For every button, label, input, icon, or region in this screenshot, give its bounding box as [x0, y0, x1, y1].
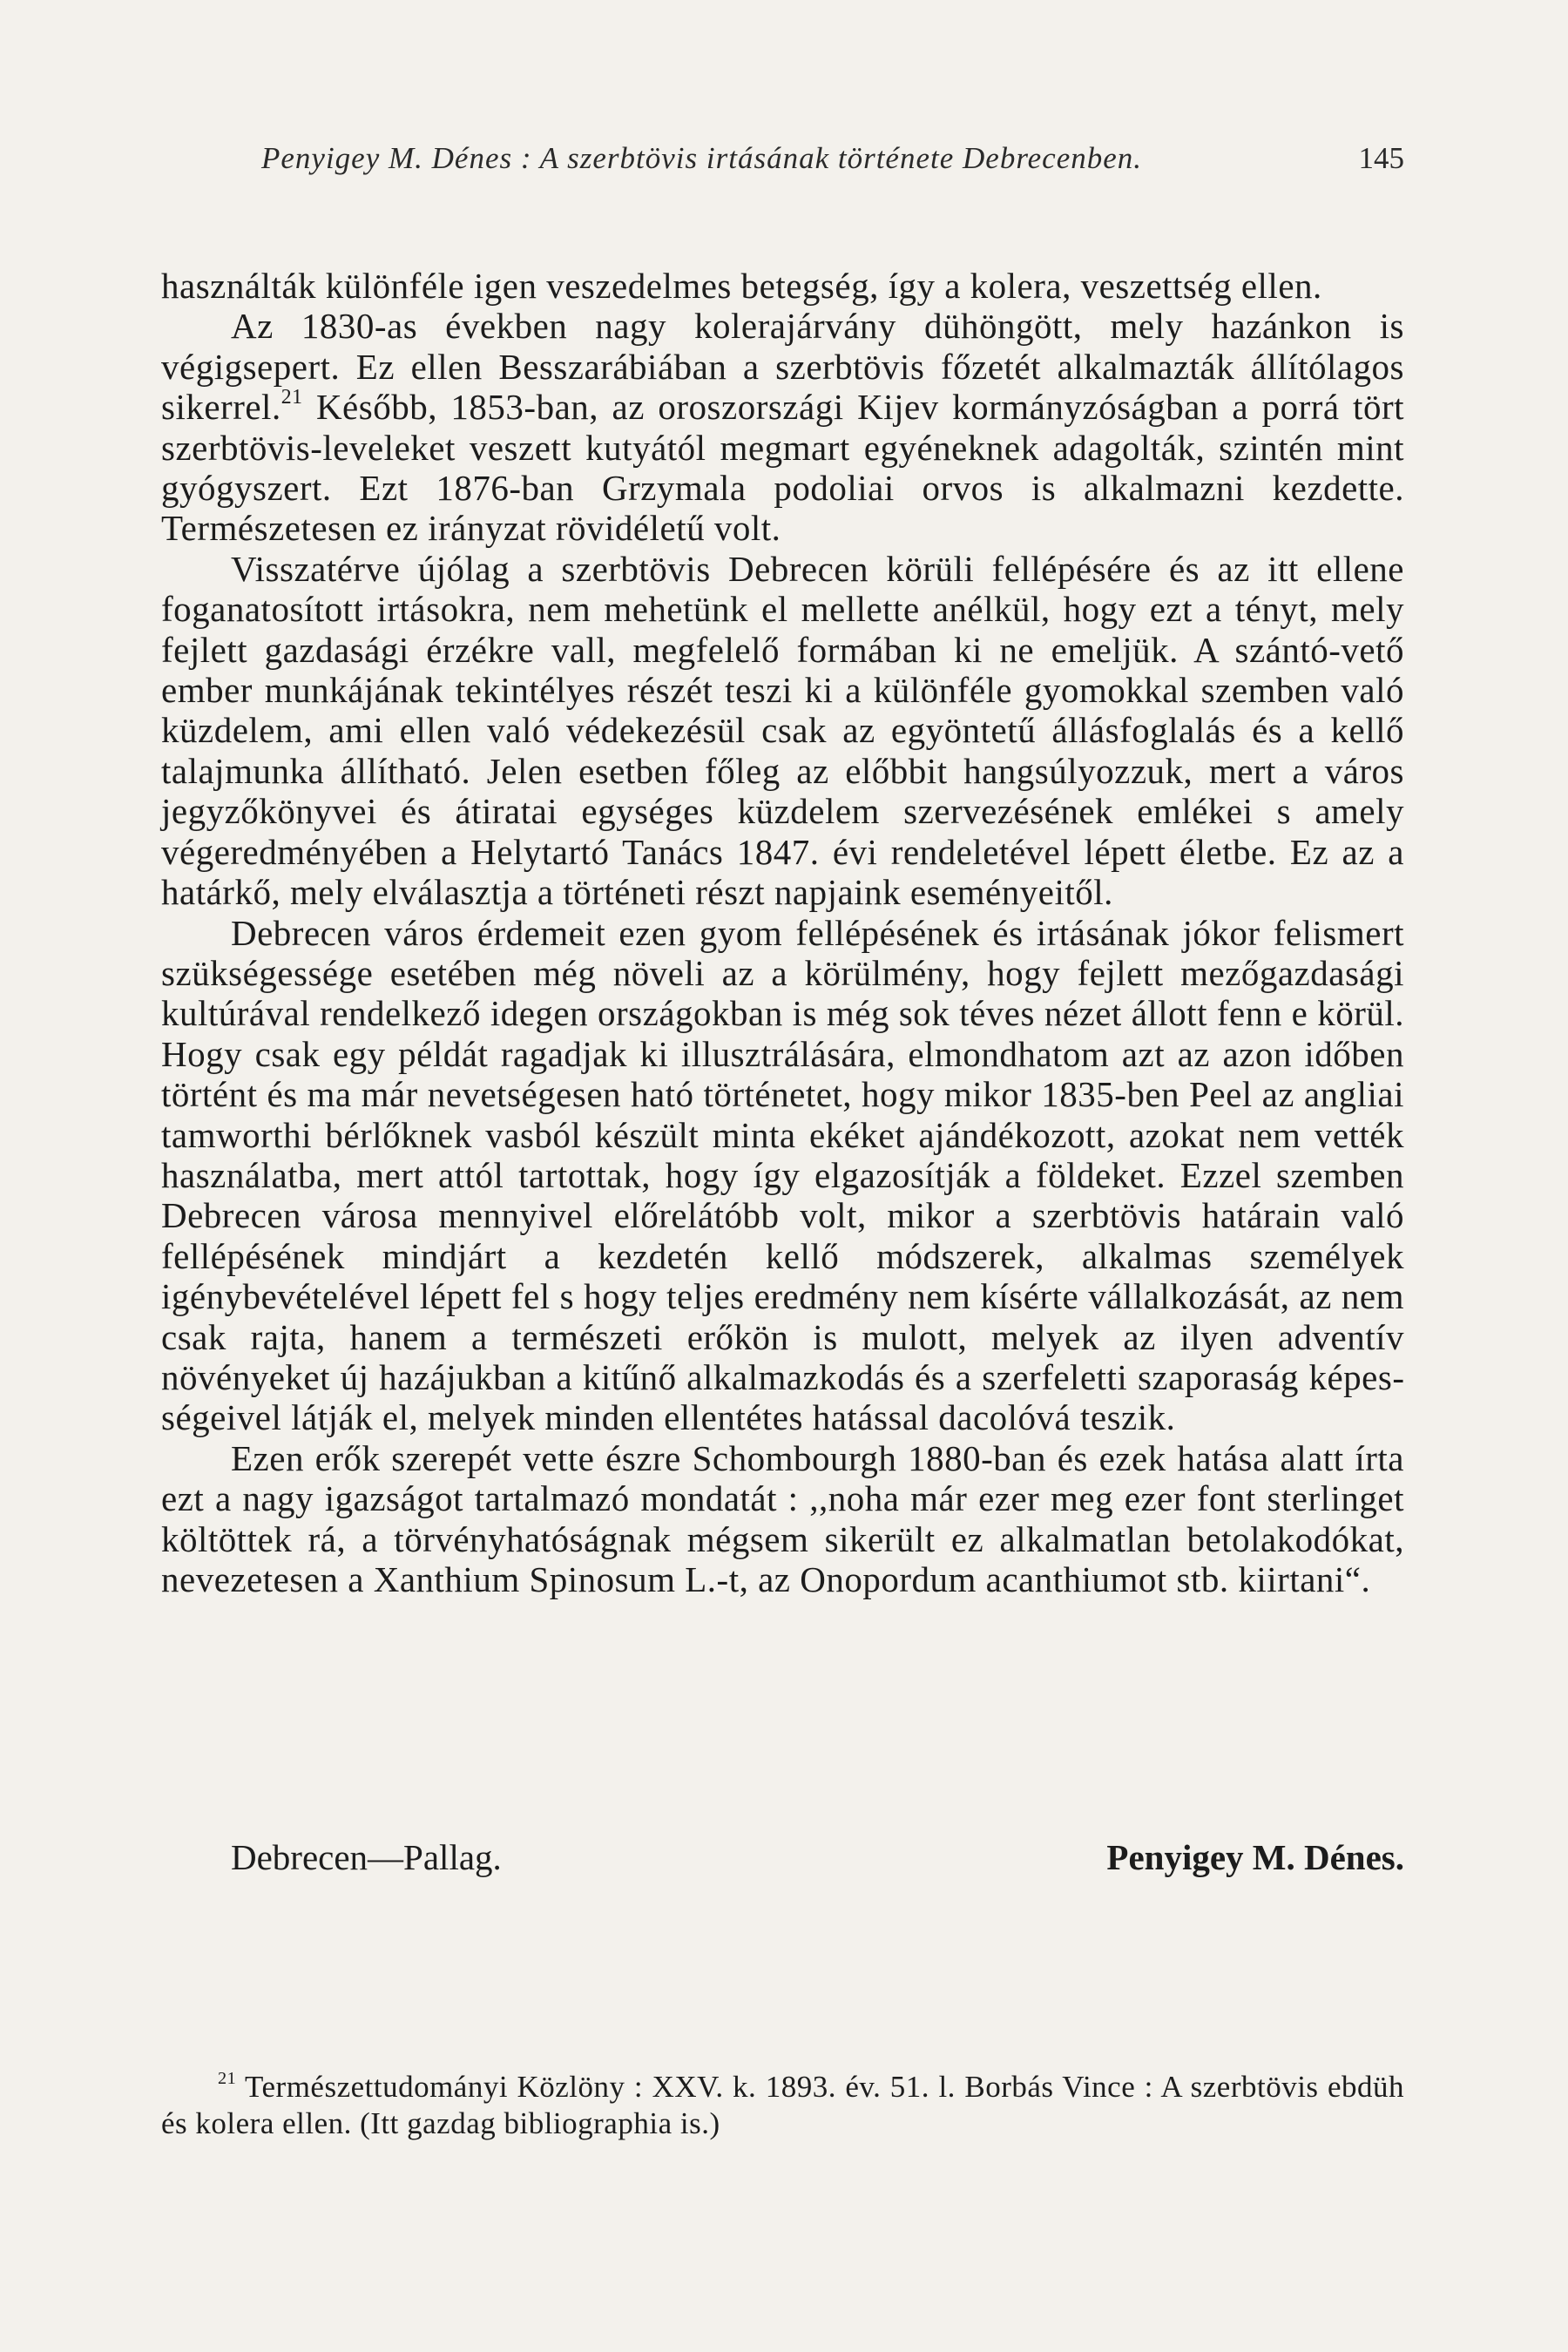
- paragraph-3-text: Visszatérve újólag a szerbtövis Debrecen körüli fellépésére és az itt ellene foganatosított irtásokra, nem mehetünk el mellette anélkül, hogy ezt a tényt, mely fejlett gazdasági érzékre vall, megfelelő formában ki ne emeljük. A szántó-vető ember munkájának tekintélyes részét teszi ki a különféle gyomokkal szemben való küzdelem, ami ellen való védekezésül csak az egyöntetű állásfoglalás és a kellő talajmunka állítható. Jelen esetben főleg az előbbit hangsúlyozzuk, mert a város jegyzőkönyvei és átiratai egységes küzdelem szervezésének emlékei s amely végeredményében a Helytartó Tanács 1847. évi rendeletével lépett életbe. Ez az a határkő, mely elválasztja a történeti részt napjaink eseményeitől.: [161, 548, 1404, 913]
- paragraph-1-text: használták különféle igen veszedelmes betegség, így a kolera, veszettség ellen.: [161, 266, 1322, 306]
- footnote-21: [161, 2069, 1404, 2142]
- footnote-number: 21: [218, 2068, 237, 2088]
- body-text: [161, 266, 1404, 1599]
- footnote-reference: 21: [280, 386, 303, 409]
- signature-author: Penyigey M. Dénes.: [1106, 1837, 1404, 1877]
- footnote: [161, 2069, 1404, 2142]
- paragraph-5-text: Ezen erők szerepét vette észre Schombourgh 1880-ban és ezek hatása alatt írta ezt a nagy igazságot tartalmazó mondatát : ,,noha már ezer meg ezer font sterlinget költöttek rá, a törvényhatóságnak mégsem sikerült ez alkalmatlan betolakodókat, nevezetesen a Xanthium Spinosum L.-t, az Onopordum acanthiumot stb. kiirtani“.: [161, 1437, 1404, 1599]
- paragraph-4-text: Debrecen város érdemeit ezen gyom fellépésének és irtásának jókor felismert szükségessége esetében még növeli az a körülmény, hogy fejlett mezőgazdasági kultúrával rendelkező idegen országokban is még sok téves nézet állott fenn e körül. Hogy csak egy példát ragadjak ki illusztrálására, elmondhatom azt az azon időben történt és ma már nevetségesen ható történetet, hogy mikor 1835-ben Peel az angliai tamworthi bérlőknek vasból készült minta ekéket ajándékozott, azokat nem vették használatba, mert attól tartottak, hogy így elgazosítják a földeket. Ezzel szemben Debrecen városa mennyivel előrelátóbb volt, mikor a szerbtövis határain való fellépésének mindjárt a kezdetén kellő módszerek, alkalmas személyek igénybevételével lépett fel s hogy teljes eredmény nem kísérte vállalkozását, az nem csak rajta, hanem a természeti erőkön is mulott, melyek az ilyen adventív növényeket új hazájukban a kitűnő alkalmazkodás és a szerfeletti szaporaság képességeivel látják el, melyek minden ellentétes hatással dacolóvá teszik.: [161, 912, 1404, 1438]
- paragraph-1: [161, 266, 1404, 306]
- paragraph-4: [161, 913, 1404, 1438]
- page-number: 145: [1358, 141, 1404, 175]
- footnote-text: Természettudományi Közlöny : XXV. k. 1893. év. 51. l. Borbás Vince : A szerbtövis ebdüh és kolera ellen. (Itt gazdag bibliographia is.): [161, 2070, 1404, 2140]
- running-head: [261, 141, 1404, 190]
- paragraph-2-text-b: Később, 1853-ban, az oroszországi Kijev kormányzóságban a porrá tört szerbtövis-leveleket veszett kutyától megmart egyéneknek adagolták, szintén mint gyógyszert. Ezt 1876-ban Grzymala podoliai orvos is alkalmazni kezdette. Természetesen ez irányzat rövidéletű volt.: [161, 387, 1404, 549]
- paragraph-5: [161, 1438, 1404, 1600]
- paragraph-3: [161, 549, 1404, 913]
- paragraph-2-text-a: Az 1830-as években nagy kolerajárvány dühöngött, mely hazánkon is végigsepert. Ez ellen Besszarábiában a szerbtövis főzetét alkalmazták állítólagos sikerrel.: [161, 306, 1404, 428]
- signature-line: [231, 1836, 1404, 1885]
- signature-place: Debrecen—Pallag.: [231, 1837, 502, 1877]
- running-title: Penyigey M. Dénes : A szerbtövis irtásának története Debrecenben.: [261, 141, 1143, 175]
- paragraph-2: [161, 306, 1404, 548]
